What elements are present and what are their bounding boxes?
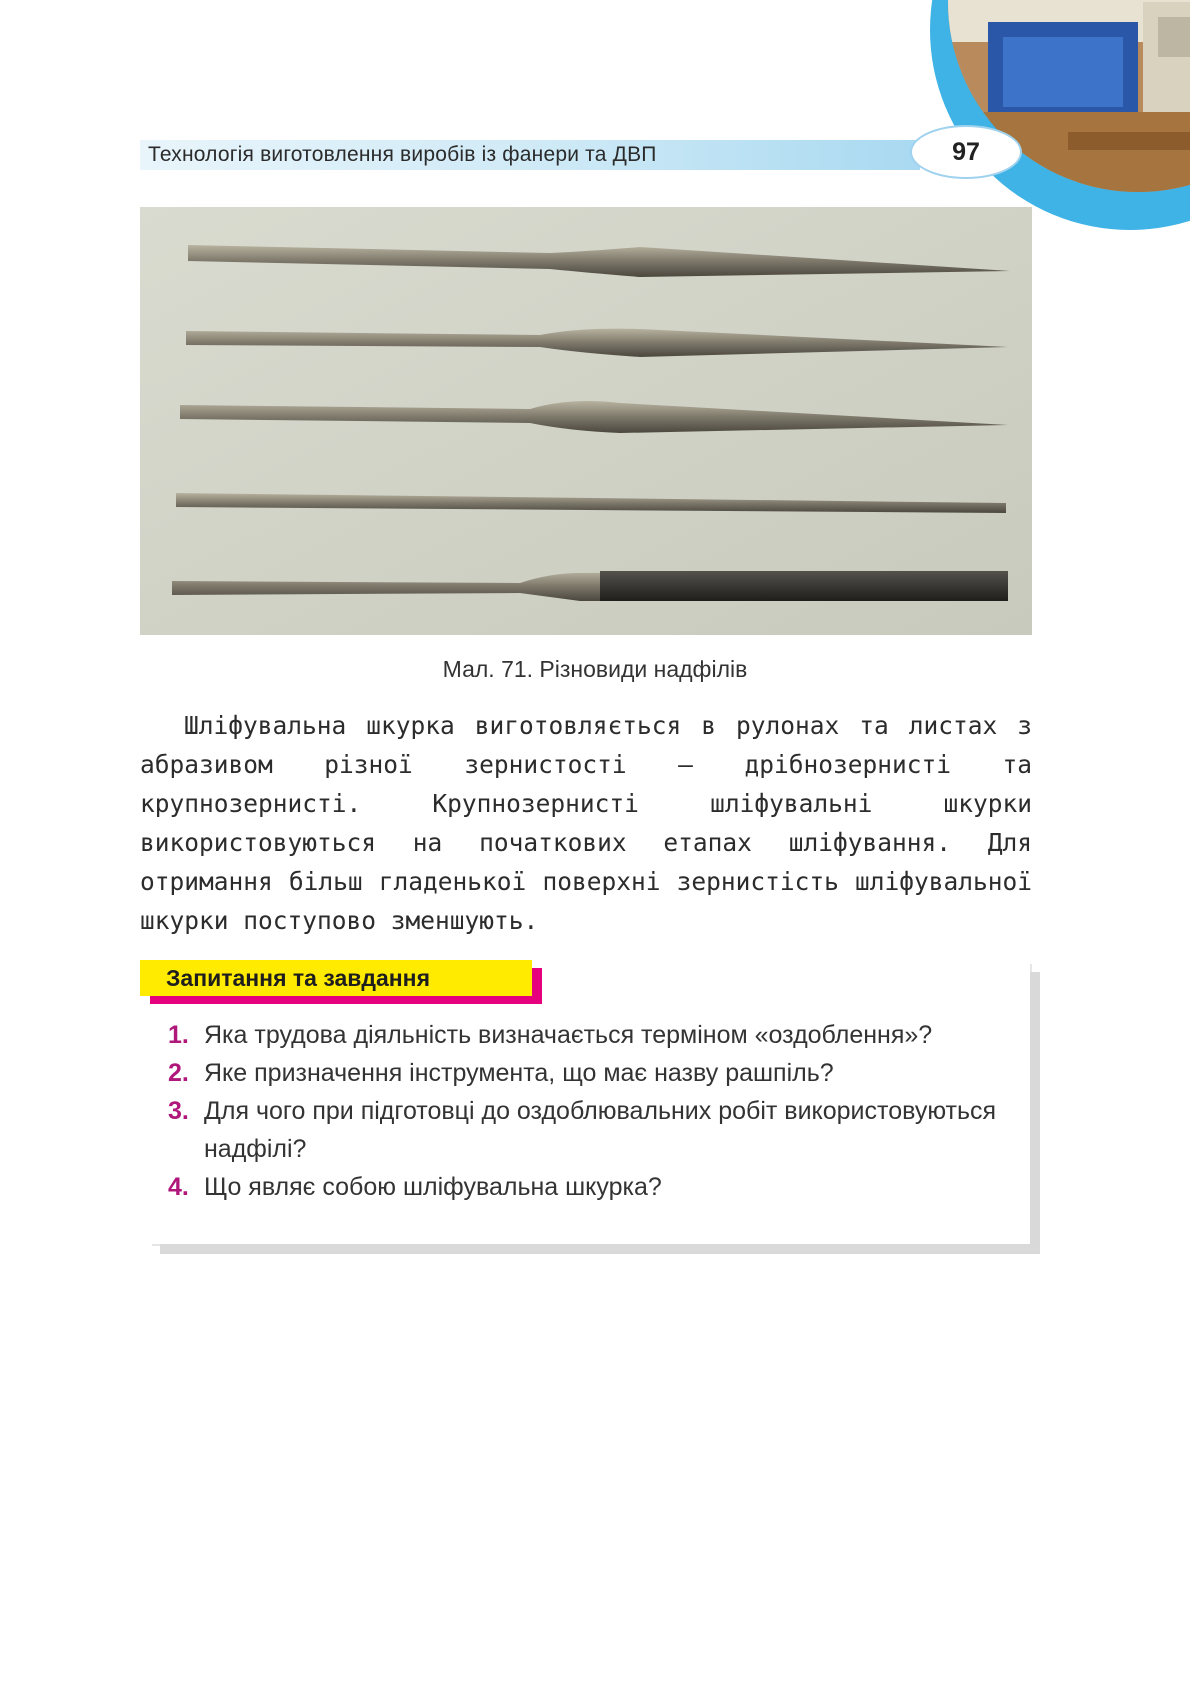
question-number: 3. bbox=[168, 1097, 189, 1125]
question-text: Яке призначення інструмента, що має назву рашпіль? bbox=[204, 1059, 834, 1087]
page-number: 97 bbox=[912, 127, 1020, 177]
needle-files-photo bbox=[140, 207, 1032, 635]
paragraph-text: Шліфувальна шкурка виготовляється в рулонах та листах з абразивом різної зернистості — дрібнозернисті та крупнозернисті. Крупнозернисті шліфувальні шкурки використовуються на початкових етапах шліфування. Для отримання більш гладенької поверхні зернистість шліфувальної шкурки поступово зменшують. bbox=[140, 711, 1032, 935]
question-text: Яка трудова діяльність визначається терміном «оздоблення»? bbox=[204, 1021, 933, 1049]
question-item bbox=[168, 1054, 1010, 1092]
questions-heading: Запитання та завдання bbox=[140, 960, 532, 996]
figure-caption: Мал. 71. Різновиди надфілів bbox=[442, 656, 748, 682]
question-item bbox=[168, 1092, 1010, 1168]
corner-workshop-photo bbox=[930, 0, 1190, 230]
body-paragraph bbox=[140, 706, 1032, 940]
questions-list bbox=[168, 1016, 1010, 1206]
question-number: 2. bbox=[168, 1059, 189, 1087]
question-item bbox=[168, 1016, 1010, 1054]
question-text: Для чого при підготовці до оздоблювальних робіт використовуються надфілі? bbox=[204, 1097, 997, 1163]
running-header-title: Технологія виготовлення виробів із фанери та ДВП bbox=[148, 143, 657, 166]
question-number: 1. bbox=[168, 1021, 189, 1049]
question-item bbox=[168, 1168, 1010, 1206]
question-number: 4. bbox=[168, 1173, 189, 1201]
question-text: Що являє собою шліфувальна шкурка? bbox=[204, 1173, 662, 1201]
needle-files-image bbox=[140, 207, 1032, 635]
